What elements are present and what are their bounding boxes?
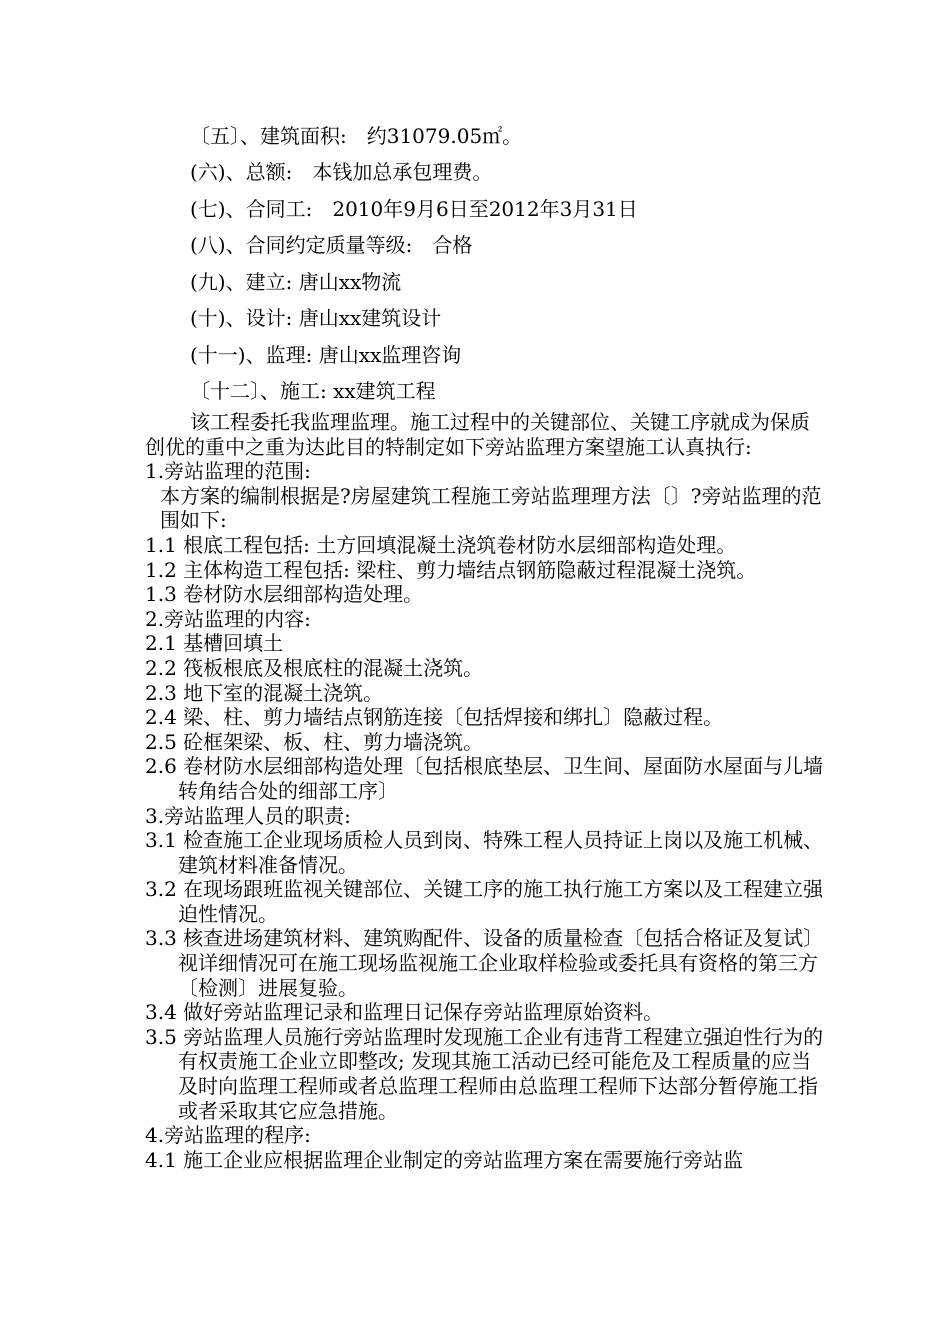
list-item: 2.4 梁、柱、剪力墙结点钢筋连接〔包括焊接和绑扎〕隐蔽过程。: [145, 705, 724, 730]
list-item: 3.5 旁站监理人员施行旁站监理时发现施工企业有违背工程建立强迫性行为的有权责施工企业立即整改; 发现其施工活动已经可能危及工程质量的应当及时向监理工程师或者总监理工程师由总监理工程师下达部分暂停施工指或者采取其它应急措施。: [145, 1024, 824, 1123]
list-item: 1.1 根底工程包括: 土方回填混凝土浇筑卷材防水层细部构造处理。: [145, 532, 737, 557]
list-item: 2.6 卷材防水层细部构造处理〔包括根底垫层、卫生间、屋面防水屋面与儿墙转角结合处的细部工序〕: [145, 754, 824, 803]
list-item: 2.2 筏板根底及根底柱的混凝土浇筑。: [145, 655, 484, 680]
list-item: 3.2 在现场跟班监视关键部位、关键工序的施工执行施工方案以及工程建立强迫性情况。: [145, 877, 824, 926]
info-area: 〔五〕、建筑面积: 约31079.05㎡。: [190, 124, 523, 148]
info-owner: (九)、建立: 唐山xx物流: [190, 270, 402, 294]
info-designer: (十)、设计: 唐山xx建筑设计: [190, 306, 442, 330]
list-item: 1.3 卷材防水层细部构造处理。: [145, 582, 424, 607]
section-heading-duties: 3.旁站监理人员的职责:: [145, 803, 351, 828]
info-quality-grade: (八)、合同约定质量等级: 合格: [190, 233, 473, 257]
info-contract-period: (七)、合同工: 2010年9月6日至2012年3月31日: [190, 197, 638, 221]
document-body: [145, 410, 825, 1172]
section-heading-scope: 1.旁站监理的范围:: [145, 459, 311, 484]
intro-paragraph: 该工程委托我监理监理。施工过程中的关键部位、关键工序就成为保质创优的重中之重为达此目的特制定如下旁站监理方案望施工认真执行:: [145, 410, 810, 459]
info-contractor: 〔十二〕、施工: xx建筑工程: [190, 379, 436, 403]
list-item: 2.1 基槽回填土: [145, 631, 284, 656]
list-item: 4.1 施工企业应根据监理企业制定的旁站监理方案在需要施行旁站监: [145, 1147, 744, 1172]
list-item: 3.4 做好旁站监理记录和监理日记保存旁站监理原始资料。: [145, 1000, 664, 1025]
info-supervisor: (十一)、监理: 唐山xx监理咨询: [190, 343, 462, 367]
list-item: 3.1 检查施工企业现场质检人员到岗、特殊工程人员持证上岗以及施工机械、建筑材料准备情况。: [145, 828, 824, 877]
section-heading-procedure: 4.旁站监理的程序:: [145, 1123, 311, 1148]
list-item: 3.3 核查进场建筑材料、建筑购配件、设备的质量检查〔包括合格证及复试〕视详细情况可在施工现场监视施工企业取样检验或委托具有资格的第三方〔检测〕进展复验。: [145, 926, 824, 1000]
section-heading-content: 2.旁站监理的内容:: [145, 606, 311, 631]
info-total: (六)、总额: 本钱加总承包理费。: [190, 160, 493, 184]
list-item: 2.3 地下室的混凝土浇筑。: [145, 680, 384, 705]
list-item: 1.2 主体构造工程包括: 梁柱、剪力墙结点钢筋隐蔽过程混凝土浇筑。: [145, 557, 757, 582]
list-item: 2.5 砼框架梁、板、柱、剪力墙浇筑。: [145, 729, 484, 754]
scope-basis-paragraph: 本方案的编制根据是?房屋建筑工程施工旁站监理理方法〔〕?旁站监理的范围如下:: [160, 483, 822, 533]
